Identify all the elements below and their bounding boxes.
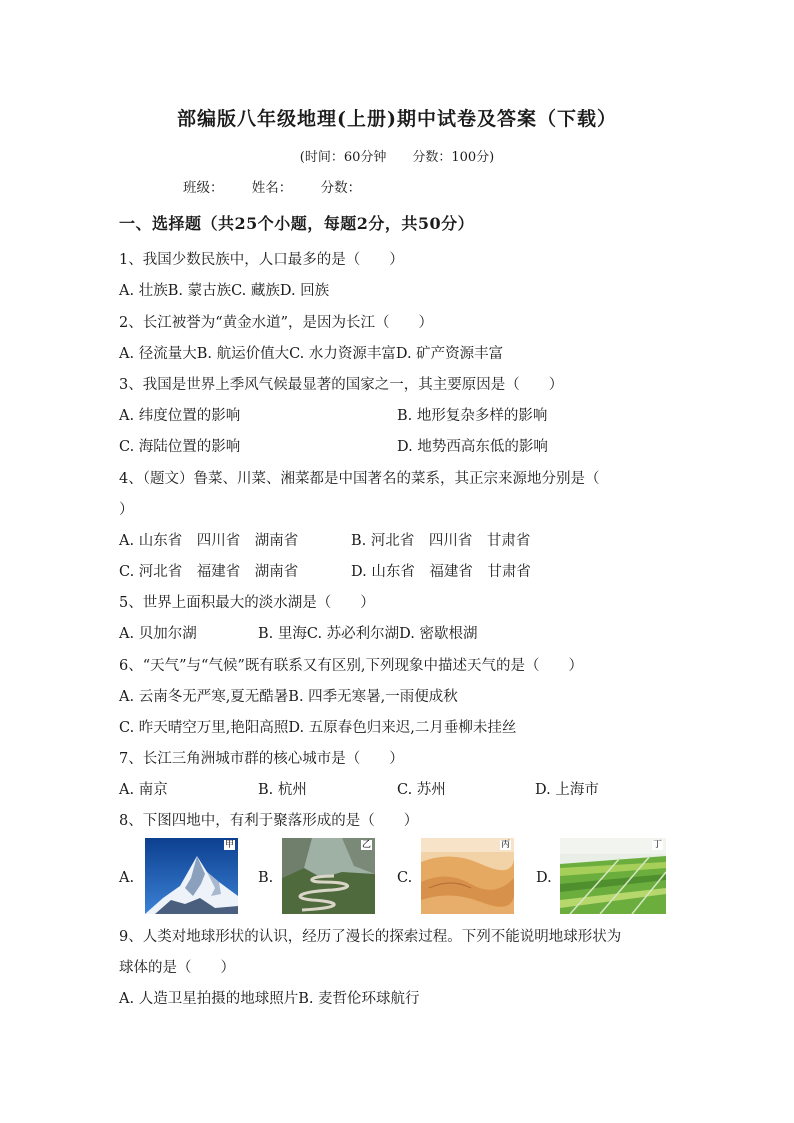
question-4-option-d: D. 山东省 福建省 甘肃省 (351, 564, 531, 580)
photo-tag-ding: 丁 (652, 840, 662, 850)
farmland-photo (560, 838, 666, 914)
option-c-label: C. (397, 870, 413, 886)
question-5-stem: 5、世界上面积最大的淡水湖是（ ） (119, 595, 375, 611)
question-7-option-b: B. 杭州 (258, 782, 307, 798)
winding-road-photo (282, 838, 375, 914)
student-info-line (183, 176, 361, 196)
question-3-stem: 3、我国是世界上季风气候最显著的国家之一，其主要原因是（ ） (119, 377, 564, 393)
question-7-option-c: C. 苏州 (397, 782, 446, 798)
question-7-option-d: D. 上海市 (535, 782, 599, 798)
question-1-stem: 1、我国少数民族中，人口最多的是（ ） (119, 252, 404, 268)
option-a-label: A. (119, 870, 135, 886)
page-title: 部编版八年级地理(上册)期中试卷及答案（下载） (177, 108, 617, 130)
question-6-options-line2: C. 昨天晴空万里,艳阳高照D. 五原春色归来迟,二月垂柳未挂丝 (119, 720, 517, 736)
question-4-option-b: B. 河北省 四川省 甘肃省 (351, 533, 531, 549)
photo-tag-yi: 乙 (361, 840, 371, 850)
question-3-option-a: A. 纬度位置的影响 (119, 408, 241, 424)
question-9-stem-cont: 球体的是（ ） (119, 960, 235, 976)
question-9-stem: 9、人类对地球形状的认识，经历了漫长的探索过程。下列不能说明地球形状为 (119, 929, 622, 945)
question-6-options-line1: A. 云南冬无严寒,夏无酷暑B. 四季无寒暑,一雨便成秋 (119, 689, 458, 705)
question-7-option-a: A. 南京 (119, 782, 168, 798)
question-4-stem-cont: ） (119, 502, 134, 518)
question-4-stem: 4、（题文）鲁菜、川菜、湘菜都是中国著名的菜系，其正宗来源地分别是（ (119, 471, 600, 487)
question-9-options: A. 人造卫星拍摄的地球照片B. 麦哲伦环球航行 (119, 991, 420, 1007)
question-3-option-d: D. 地势西高东低的影响 (397, 439, 548, 455)
question-2-options: A. 径流量大B. 航运价值大C. 水力资源丰富D. 矿产资源丰富 (119, 346, 504, 362)
question-8-stem: 8、下图四地中，有利于聚落形成的是（ ） (119, 813, 419, 829)
question-3-option-b: B. 地形复杂多样的影响 (397, 408, 548, 424)
option-b-label: B. (258, 870, 274, 886)
photo-tag-jia: 甲 (224, 840, 234, 850)
question-2-stem: 2、长江被誉为“黄金水道”，是因为长江（ ） (119, 315, 434, 331)
exam-subtitle: (时间：60分钟 分数：100分) (299, 150, 495, 165)
question-5-option-a: A. 贝加尔湖 (119, 626, 197, 642)
question-5-option-rest: B. 里海C. 苏必利尔湖D. 密歇根湖 (258, 626, 478, 642)
question-3-option-c: C. 海陆位置的影响 (119, 439, 241, 455)
mountain-photo (145, 838, 238, 914)
question-1-options: A. 壮族B. 蒙古族C. 藏族D. 回族 (119, 283, 330, 299)
question-7-stem: 7、长江三角洲城市群的核心城市是（ ） (119, 751, 404, 767)
section-heading: 一、选择题（共25个小题，每题2分，共50分） (119, 214, 475, 233)
name-label: 姓名： (251, 180, 293, 196)
photo-tag-bing: 丙 (500, 840, 510, 850)
option-d-label: D. (536, 870, 552, 886)
desert-photo (421, 838, 514, 914)
question-4-option-a: A. 山东省 四川省 湖南省 (119, 533, 299, 549)
question-4-option-c: C. 河北省 福建省 湖南省 (119, 564, 299, 580)
score-label: 分数： (320, 180, 362, 196)
question-6-stem: 6、“天气”与“气候”既有联系又有区别,下列现象中描述天气的是（ ） (119, 658, 583, 674)
question-8-image-options (119, 838, 679, 918)
class-label: 班级： (183, 180, 224, 196)
